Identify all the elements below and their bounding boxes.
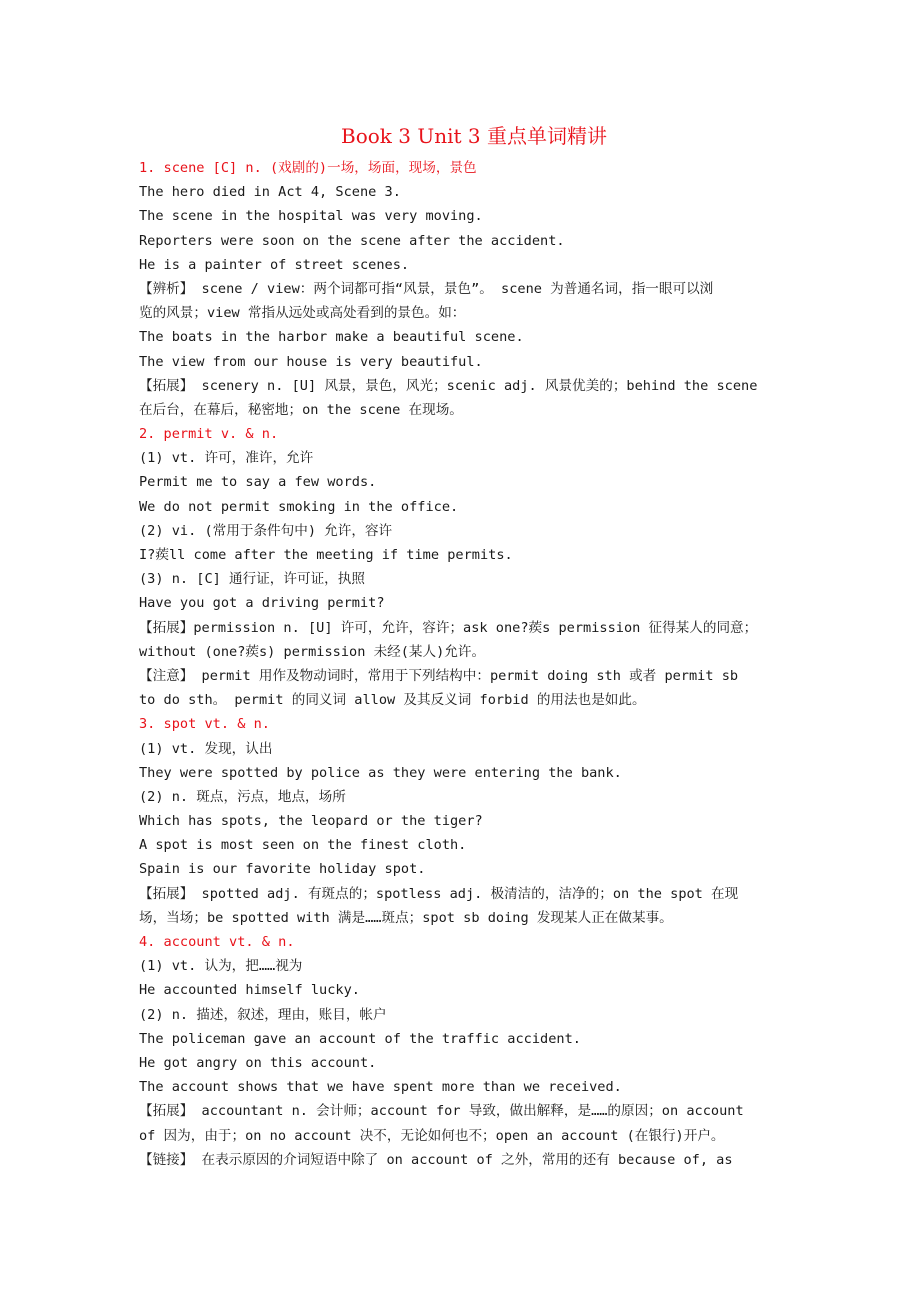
- text-line: without (one?蒺s) permission 未经(某人)允许。: [139, 643, 486, 660]
- text-line: Reporters were soon on the scene after the accident.: [139, 232, 565, 249]
- text-line: I?蒺ll come after the meeting if time permits.: [139, 547, 513, 563]
- text-line: Permit me to say a few words.: [139, 474, 377, 491]
- text-line: 在后台，在幕后，秘密地；on the scene 在现场。: [139, 401, 463, 418]
- text-line: (1) vt. 发现，认出: [139, 740, 273, 757]
- text-line: 【拓展】 accountant n. 会计师；account for 导致，做出解释，是……的原因；on account: [139, 1103, 744, 1120]
- text-line: The policeman gave an account of the traffic accident.: [139, 1030, 581, 1047]
- text-line: The hero died in Act 4, Scene 3.: [139, 184, 401, 201]
- vocab-heading: 3. spot vt. & n.: [139, 716, 270, 733]
- text-line: The account shows that we have spent more than we received.: [139, 1079, 622, 1096]
- text-line: He is a painter of street scenes.: [139, 256, 410, 273]
- text-line: of 因为，由于；on no account 决不，无论如何也不；open an account (在银行)开户。: [139, 1127, 725, 1144]
- text-line: The scene in the hospital was very moving.: [139, 208, 483, 225]
- text-line: The view from our house is very beautiful.: [139, 353, 483, 370]
- text-line: (1) vt. 认为，把……视为: [139, 958, 303, 975]
- text-line: 场，当场；be spotted with 满是……斑点；spot sb doing 发现某人正在做某事。: [139, 909, 673, 926]
- vocab-heading: 2. permit v. & n.: [139, 426, 279, 443]
- document-body: [139, 156, 809, 1172]
- document-page: [139, 120, 809, 1172]
- text-line: (2) n. 斑点，污点，地点，场所: [139, 788, 346, 805]
- vocab-heading: 4. account vt. & n.: [139, 934, 295, 950]
- text-line: (3) n. [C] 通行证，许可证，执照: [139, 571, 365, 588]
- text-line: (1) vt. 许可，准许，允许: [139, 450, 314, 467]
- text-line: 【拓展】 scenery n. [U] 风景，景色，风光；scenic adj. 风景优美的；behind the scene: [139, 377, 758, 394]
- text-line: to do sth。 permit 的同义词 allow 及其反义词 forbid 的用法也是如此。: [139, 692, 646, 709]
- text-line: He accounted himself lucky.: [139, 982, 360, 999]
- text-line: 【拓展】 spotted adj. 有斑点的；spotless adj. 极清洁的，洁净的；on the spot 在现: [139, 885, 739, 902]
- text-line: Spain is our favorite holiday spot.: [139, 861, 426, 878]
- text-line: 览的风景；view 常指从远处或高处看到的景色。如：: [139, 305, 466, 322]
- vocab-heading: 1. scene [C] n. (戏剧的)一场，场面，现场，景色: [139, 160, 477, 176]
- document-title: Book 3 Unit 3 重点单词精讲: [341, 124, 607, 148]
- text-line: They were spotted by police as they were entering the bank.: [139, 764, 622, 781]
- text-line: We do not permit smoking in the office.: [139, 498, 459, 515]
- text-line: The boats in the harbor make a beautiful scene.: [139, 329, 524, 346]
- text-line: 【拓展】permission n. [U] 许可，允许，容许；ask one?蒺s permission 征得某人的同意；: [139, 619, 758, 636]
- text-line: 【注意】 permit 用作及物动词时，常用于下列结构中：permit doing sth 或者 permit sb: [139, 667, 739, 684]
- text-line: 【链接】 在表示原因的介词短语中除了 on account of 之外，常用的还有 because of, as: [139, 1151, 733, 1168]
- text-line: He got angry on this account.: [139, 1054, 377, 1071]
- text-line: Have you got a driving permit?: [139, 595, 385, 612]
- text-line: (2) n. 描述，叙述，理由，账目，帐户: [139, 1006, 387, 1023]
- text-line: A spot is most seen on the finest cloth.: [139, 837, 467, 854]
- text-line: 【辨析】 scene / view：两个词都可指“风景，景色”。 scene 为普通名词，指一眼可以浏: [139, 280, 714, 297]
- text-line: Which has spots, the leopard or the tiger?: [139, 813, 483, 830]
- text-line: (2) vi. (常用于条件句中) 允许，容许: [139, 522, 393, 539]
